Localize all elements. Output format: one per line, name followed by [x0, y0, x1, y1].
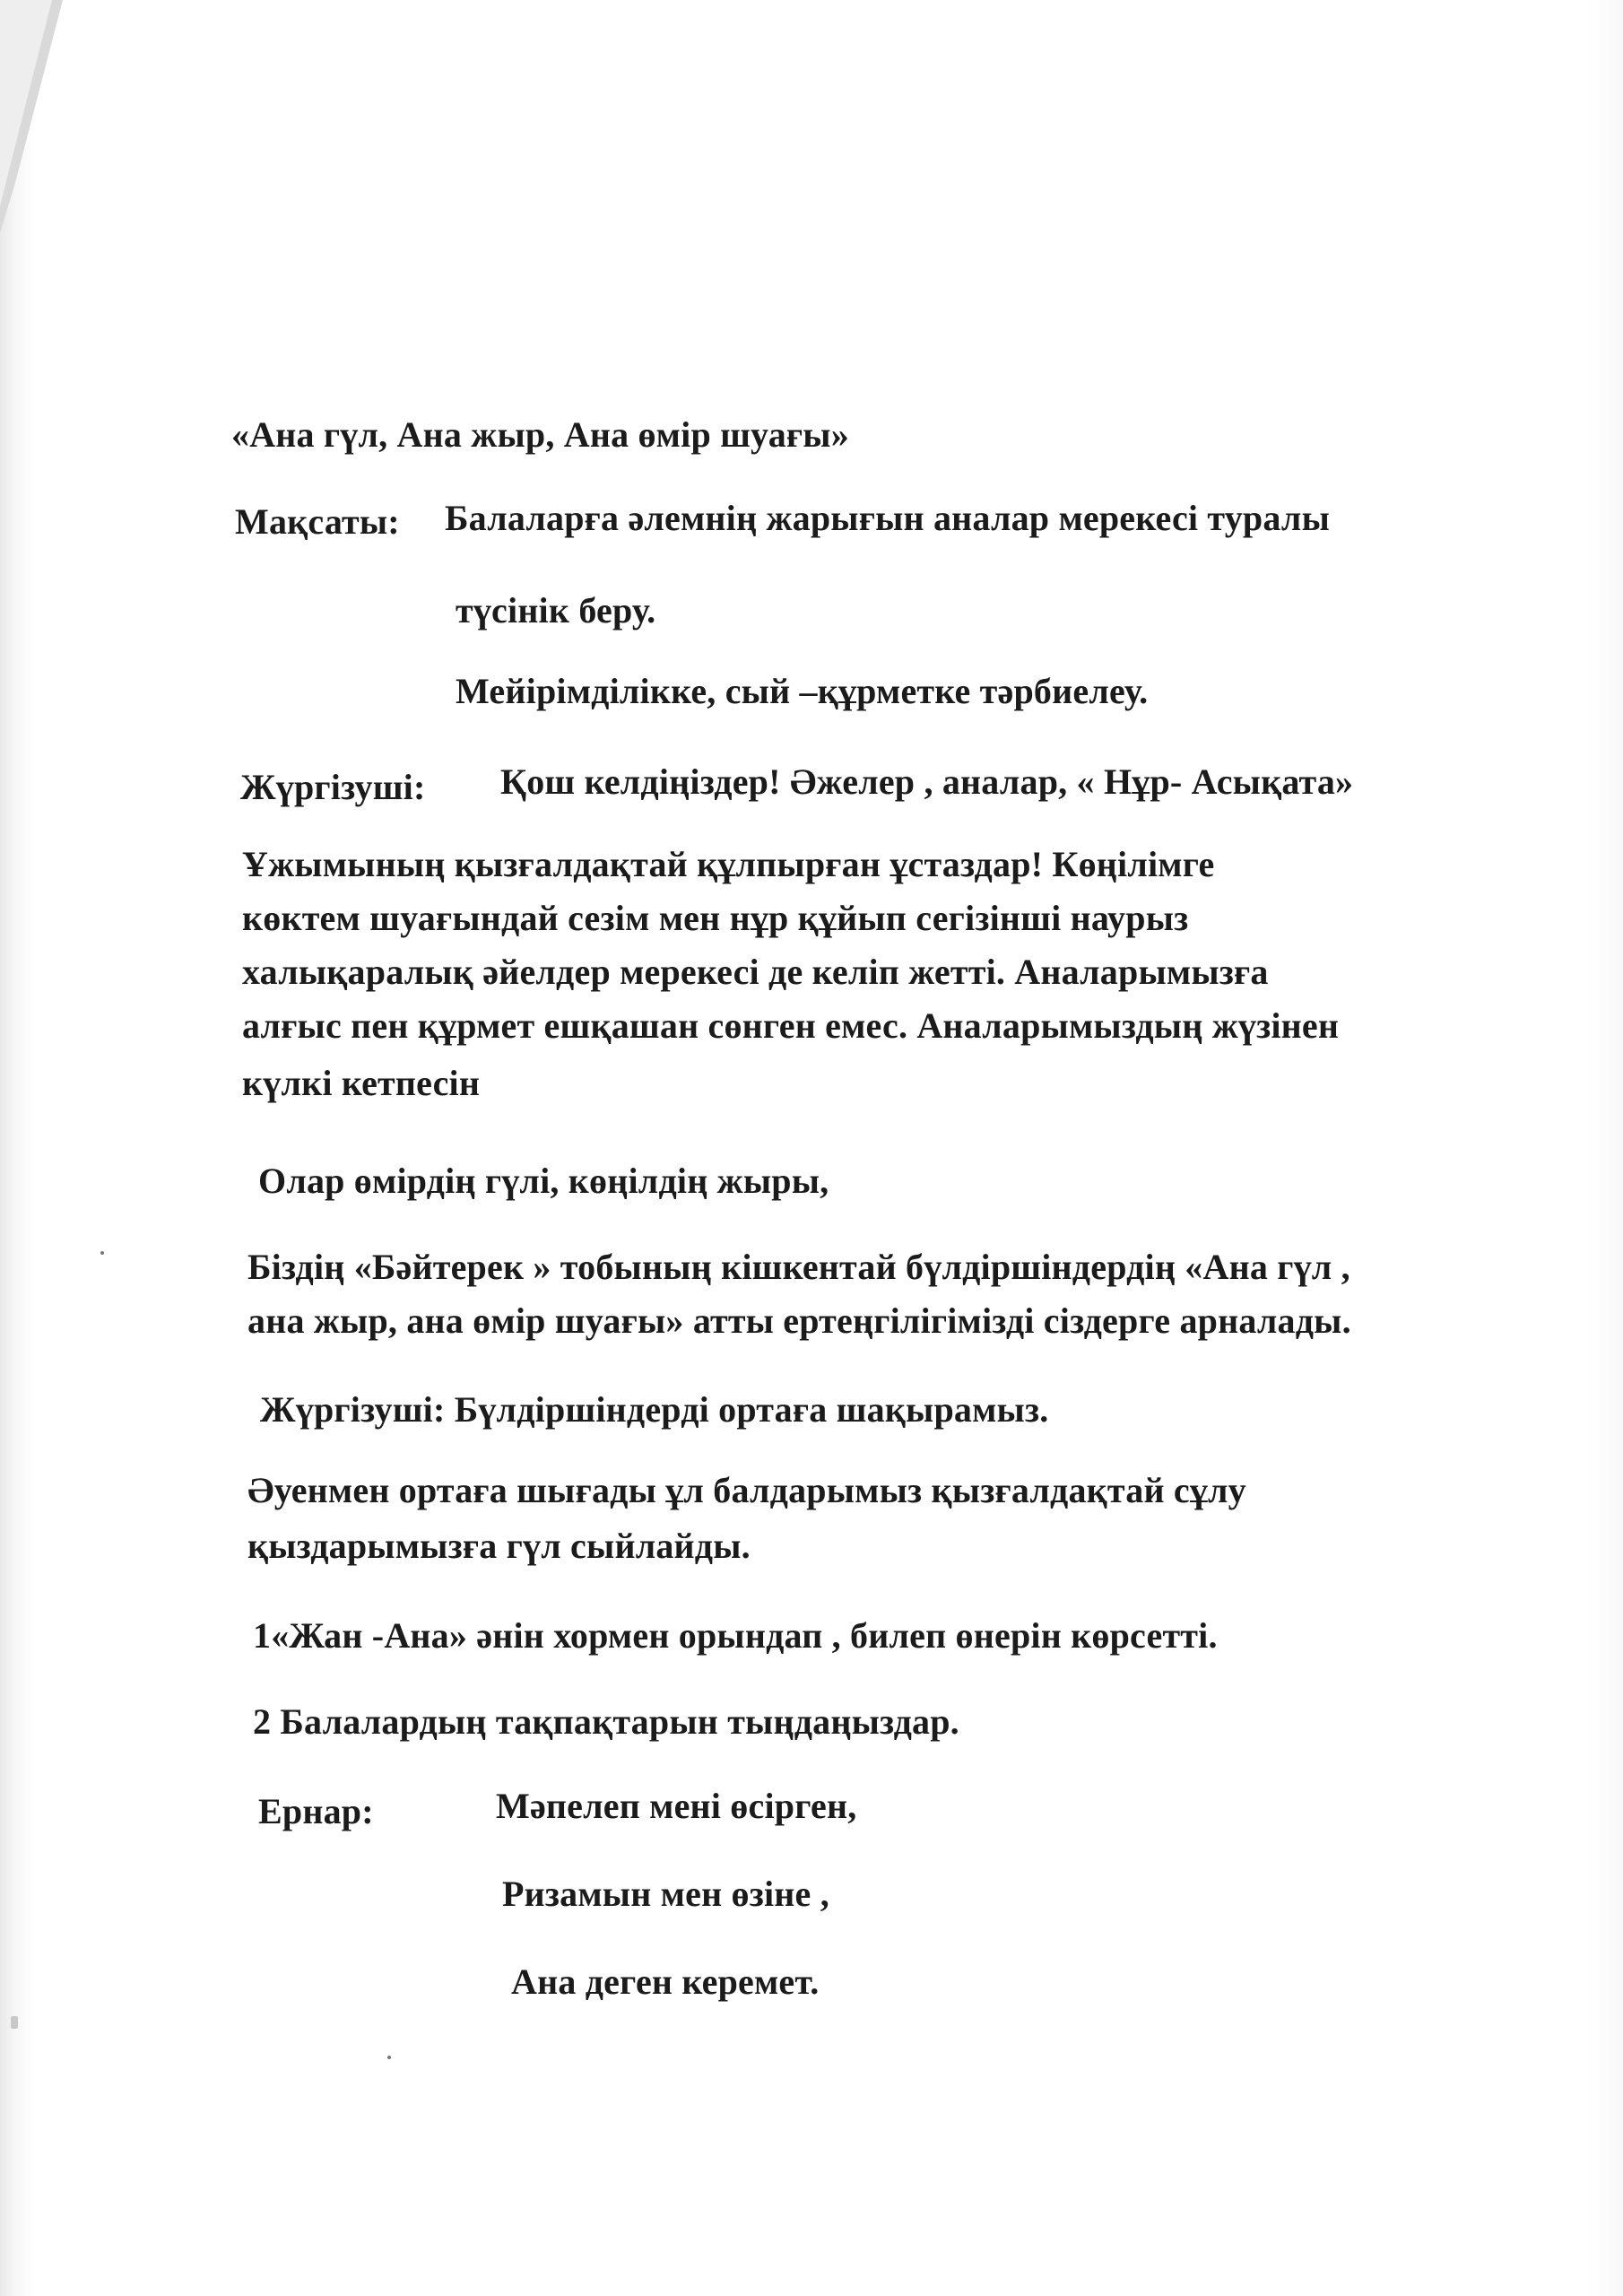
para3-line-1: Әуенмен ортаға шығады ұл балдарымыз қызғалдақтай сұлу	[247, 1470, 1246, 1510]
scan-speck	[11, 2016, 18, 2029]
scan-speck	[387, 2056, 391, 2059]
document-title: «Ана гүл, Ана жыр, Ана өмір шуағы»	[231, 414, 849, 455]
poem-line-1: Мәпелеп мені өсірген,	[496, 1786, 857, 1826]
para1-line-1: Ұжымының қызғалдақтай құлпырған ұстаздар! Көңілімге	[242, 844, 1215, 884]
poem-speaker: Ернар:	[258, 1791, 374, 1831]
para1-line-5: күлкі кетпесін	[242, 1063, 481, 1103]
host-greeting: Қош келдіңіздер! Әжелер , аналар, « Нұр- Асықата»	[500, 761, 1354, 802]
poem-line-3: Ана деген керемет.	[511, 1961, 820, 2002]
goal-label: Мақсаты:	[235, 501, 400, 542]
goal-line-2: түсінік беру.	[456, 590, 656, 631]
host-label-1: Жүргізуші:	[240, 767, 426, 807]
goal-line-1: Балаларға әлемнің жарығын аналар мерекесі туралы	[445, 498, 1331, 538]
item-1: 1«Жан -Ана» әнін хормен орындап , билеп өнерін көрсетті.	[253, 1615, 1218, 1656]
para1-line-2: көктем шуағындай сезім мен нұр құйып сегізінші наурыз	[242, 898, 1189, 938]
item-2: 2 Балалардың тақпақтарын тыңдаңыздар.	[253, 1701, 959, 1742]
para1-line-4: алғыс пен құрмет ешқашан сөнген емес. Аналарымыздың жүзінен	[242, 1005, 1340, 1046]
scan-edge-mark	[0, 0, 63, 233]
para3-line-2: қыздарымызға гүл сыйлайды.	[247, 1526, 751, 1566]
para1-line-3: халықаралық әйелдер мерекесі де келіп жетті. Аналарымызға	[242, 952, 1269, 992]
flowers-line: Олар өмірдің гүлі, көңілдің жыры,	[258, 1161, 829, 1201]
scan-speck	[100, 1251, 104, 1255]
para2-line-2: ана жыр, ана өмір шуағы» атты ертеңгілігімізді сіздерге арналады.	[247, 1300, 1351, 1341]
poem-line-2: Ризамын мен өзіне ,	[502, 1874, 829, 1914]
goal-line-3: Мейірімділікке, сый –құрметке тәрбиелеу.	[456, 671, 1149, 711]
host-invite: Жүргізуші: Бүлдіршіндерді ортаға шақырамыз.	[260, 1389, 1049, 1430]
para2-line-1: Біздің «Бәйтерек » тобының кішкентай бүлдіршіндердің «Ана гүл ,	[247, 1247, 1350, 1287]
